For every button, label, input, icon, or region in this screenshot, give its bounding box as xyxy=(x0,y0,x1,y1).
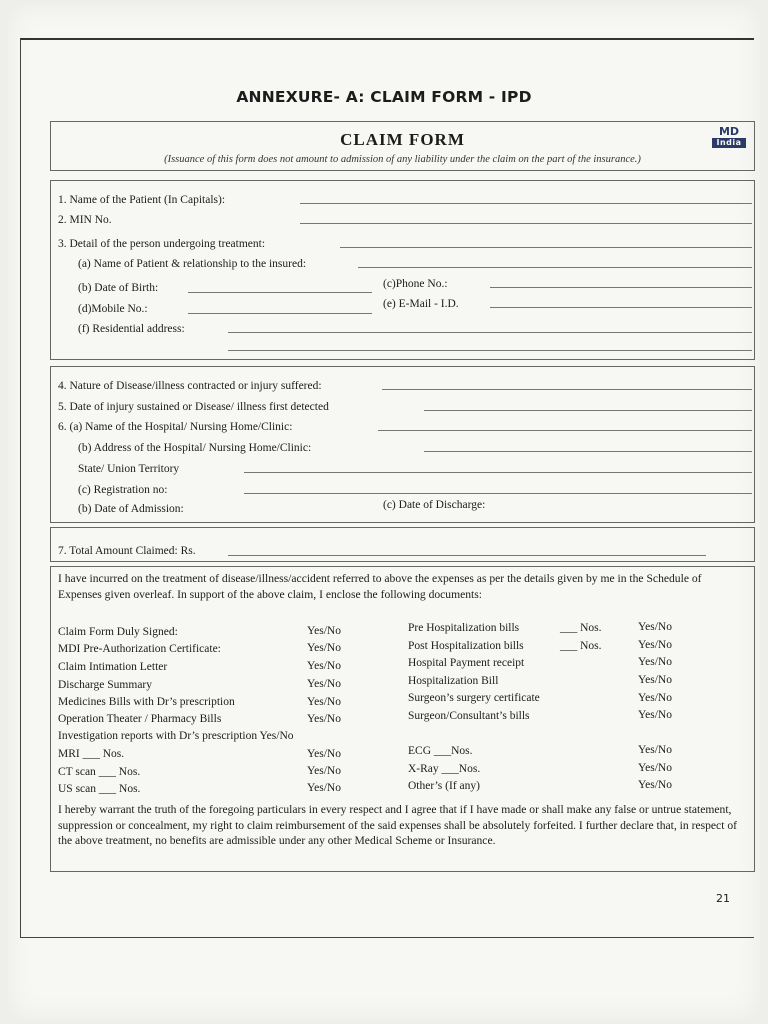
scan-xray-yn[interactable]: Yes/No xyxy=(638,762,672,774)
field-hospital-address[interactable] xyxy=(424,451,752,452)
doc-surgery-certificate-yn[interactable]: Yes/No xyxy=(638,692,672,704)
md-india-logo: MD India xyxy=(712,126,746,150)
doc-surgery-certificate: Surgeon’s surgery certificate xyxy=(408,692,540,704)
doc-discharge-summary-yn[interactable]: Yes/No xyxy=(307,678,341,690)
label-mobile: (d)Mobile No.: xyxy=(78,303,148,315)
doc-consultant-bills: Surgeon/Consultant’s bills xyxy=(408,710,530,722)
field-residential-address-2[interactable] xyxy=(228,350,752,351)
doc-medicine-bills-yn[interactable]: Yes/No xyxy=(307,696,341,708)
doc-ot-pharmacy-bills: Operation Theater / Pharmacy Bills xyxy=(58,713,222,725)
doc-consultant-bills-yn[interactable]: Yes/No xyxy=(638,709,672,721)
label-injury-date: 5. Date of injury sustained or Disease/ illness first detected xyxy=(58,401,329,413)
label-total-amount: 7. Total Amount Claimed: Rs. xyxy=(58,545,196,557)
label-phone: (c)Phone No.: xyxy=(383,278,448,290)
form-title: CLAIM FORM xyxy=(340,130,465,149)
annexure-heading: ANNEXURE- A: CLAIM FORM - IPD xyxy=(236,88,532,106)
label-admission-date: (b) Date of Admission: xyxy=(78,503,184,515)
field-injury-date[interactable] xyxy=(424,410,752,411)
doc-hospitalization-bill-yn[interactable]: Yes/No xyxy=(638,674,672,686)
field-total-amount[interactable] xyxy=(228,555,706,556)
label-registration-no: (c) Registration no: xyxy=(78,484,168,496)
doc-pre-hosp-bills: Pre Hospitalization bills xyxy=(408,622,520,634)
doc-post-hosp-bills: Post Hospitalization bills xyxy=(408,640,524,652)
doc-discharge-summary: Discharge Summary xyxy=(58,679,153,691)
doc-ot-pharmacy-bills-yn[interactable]: Yes/No xyxy=(307,713,341,725)
field-patient-name[interactable] xyxy=(300,203,752,204)
field-relationship[interactable] xyxy=(358,267,752,268)
label-date-of-birth: (b) Date of Birth: xyxy=(78,282,159,294)
field-date-of-birth[interactable] xyxy=(188,292,372,293)
field-email[interactable] xyxy=(490,307,752,308)
field-hospital-name[interactable] xyxy=(378,430,752,431)
scan-xray[interactable]: X-Ray ___Nos. xyxy=(408,763,481,775)
declaration-intro: I have incurred on the treatment of disease/illness/accident referred to above the expenses as per the details given by me in the Schedule of Expenses given overleaf. In support of the above claim, I enclose the following documents: xyxy=(58,572,702,601)
scan-ct-yn[interactable]: Yes/No xyxy=(307,765,341,777)
form-subtitle: (Issuance of this form does not amount to admission of any liability under the claim on the part of the insurance.) xyxy=(164,154,641,165)
scan-ecg-yn[interactable]: Yes/No xyxy=(638,744,672,756)
doc-intimation-letter-yn[interactable]: Yes/No xyxy=(307,660,341,672)
doc-hospitalization-bill: Hospitalization Bill xyxy=(408,675,499,687)
doc-payment-receipt: Hospital Payment receipt xyxy=(408,657,525,669)
label-discharge-date: (c) Date of Discharge: xyxy=(383,499,486,511)
doc-payment-receipt-yn[interactable]: Yes/No xyxy=(638,656,672,668)
label-nature-of-disease: 4. Nature of Disease/illness contracted or injury suffered: xyxy=(58,380,322,392)
doc-investigation-reports[interactable]: Investigation reports with Dr’s prescription Yes/No xyxy=(58,730,294,742)
scan-us-yn[interactable]: Yes/No xyxy=(307,782,341,794)
field-registration-no[interactable] xyxy=(244,493,752,494)
scan-others[interactable]: Other’s (If any) xyxy=(408,780,480,792)
doc-claim-form-yn[interactable]: Yes/No xyxy=(307,625,341,637)
scan-ct[interactable]: CT scan ___ Nos. xyxy=(58,766,141,778)
scan-others-yn[interactable]: Yes/No xyxy=(638,779,672,791)
doc-preauth-yn[interactable]: Yes/No xyxy=(307,642,341,654)
field-nature-of-disease[interactable] xyxy=(382,389,752,390)
doc-post-hosp-yn[interactable]: Yes/No xyxy=(638,639,672,651)
label-residential-address: (f) Residential address: xyxy=(78,323,185,335)
scan-us[interactable]: US scan ___ Nos. xyxy=(58,783,141,795)
page-number: 21 xyxy=(716,892,730,905)
doc-pre-hosp-yn[interactable]: Yes/No xyxy=(638,621,672,633)
label-state: State/ Union Territory xyxy=(78,463,180,475)
label-email: (e) E-Mail - I.D. xyxy=(383,298,459,310)
label-person-detail: 3. Detail of the person undergoing treatment: xyxy=(58,238,266,250)
field-mobile[interactable] xyxy=(188,313,372,314)
title-box xyxy=(50,121,755,171)
field-residential-address[interactable] xyxy=(228,332,752,333)
label-min-no: 2. MIN No. xyxy=(58,214,112,226)
field-min-no[interactable] xyxy=(300,223,752,224)
scan-mri-yn[interactable]: Yes/No xyxy=(307,748,341,760)
field-state[interactable] xyxy=(244,472,752,473)
doc-preauth: MDI Pre-Authorization Certificate: xyxy=(58,643,221,655)
label-relationship: (a) Name of Patient & relationship to the insured: xyxy=(78,258,307,270)
scan-ecg[interactable]: ECG ___Nos. xyxy=(408,745,473,757)
label-hospital-name: 6. (a) Name of the Hospital/ Nursing Home/Clinic: xyxy=(58,421,293,433)
field-person-detail[interactable] xyxy=(340,247,752,248)
doc-claim-form: Claim Form Duly Signed: xyxy=(58,626,178,638)
doc-intimation-letter: Claim Intimation Letter xyxy=(58,661,168,673)
warranty-statement: I hereby warrant the truth of the foregoing particulars in every respect and I agree that if I have made or shall make any false or untrue statement, suppression or concealment, my right to claim reimbursement of the said expenses shall be absolutely forfeited. I further declare that, in respect of the above treatment, no benefits are admissible under any other Medical Scheme or Insurance. xyxy=(58,803,737,847)
doc-pre-hosp-nos[interactable]: ___ Nos. xyxy=(560,622,602,634)
doc-medicine-bills: Medicines Bills with Dr’s prescription xyxy=(58,696,235,708)
label-hospital-address: (b) Address of the Hospital/ Nursing Home/Clinic: xyxy=(78,442,312,454)
label-patient-name: 1. Name of the Patient (In Capitals): xyxy=(58,194,226,206)
doc-post-hosp-nos[interactable]: ___ Nos. xyxy=(560,640,602,652)
scan-mri[interactable]: MRI ___ Nos. xyxy=(58,748,125,760)
field-phone[interactable] xyxy=(490,287,752,288)
